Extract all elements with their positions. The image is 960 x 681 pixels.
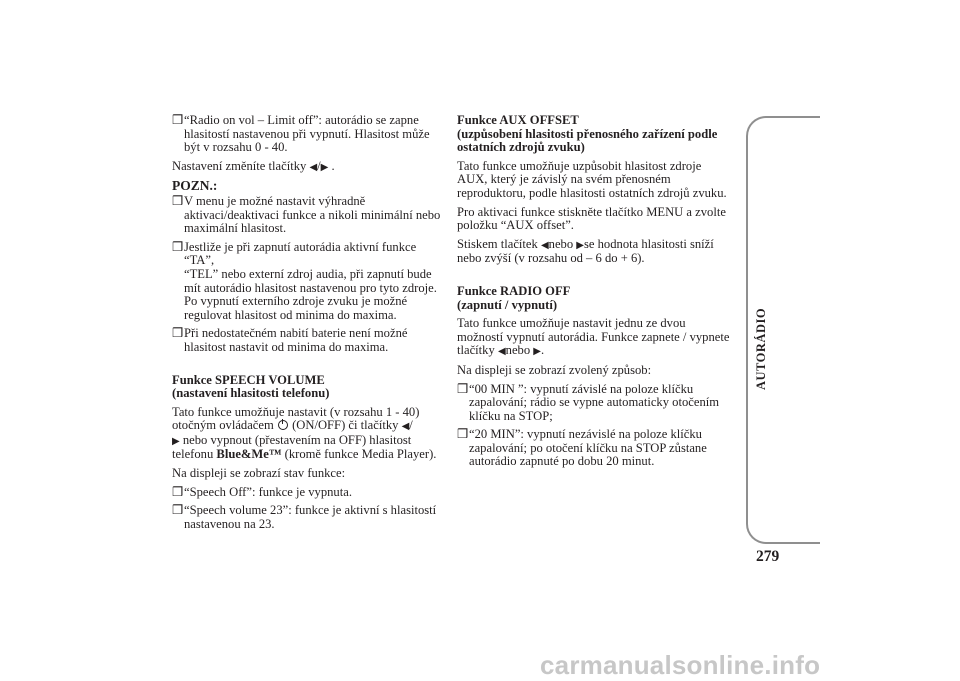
bullet-icon: ❒ [172, 113, 184, 127]
arrow-left-icon: ◀ [540, 239, 549, 251]
list-item: ❒ “Speech Off”: funkce je vypnuta. [172, 484, 352, 499]
page-number: 279 [756, 548, 780, 565]
list-item: ❒ “Radio on vol – Limit off”: autorádio se zapne hlasitostí nastavenou při vypnutí. Hlasitost může být v rozsahu 0 - 40. [172, 113, 430, 155]
list-item: ❒ “00 MIN ”: vypnutí závislé na poloze klíčku zapalování; rádio se vypne automaticky otočením klíčku na STOP; [457, 381, 720, 423]
arrow-right-icon: ▶ [320, 161, 329, 173]
bullet-icon: ❒ [172, 484, 184, 499]
section-subtitle: (nastavení hlasitosti telefonu) [172, 386, 330, 401]
paragraph: Pro aktivaci funkce stiskněte tlačítko MENU a zvolte položku “AUX offset”. [457, 204, 726, 233]
paragraph: Tato funkce umožňuje nastavit jednu ze dvou možností vypnutí autorádia. Funkce zapnete / vypnete tlačítky ◀nebo ▶. [457, 316, 730, 358]
bullet-icon: ❒ [172, 326, 184, 341]
paragraph: Na displeji se zobrazí stav funkce: [172, 466, 346, 481]
arrow-right-icon: ▶ [172, 435, 180, 447]
power-knob-icon [278, 420, 288, 430]
right-column [457, 114, 737, 474]
paragraph: Na displeji se zobrazí zvolený způsob: [457, 362, 652, 377]
bullet-icon: ❒ [172, 239, 184, 254]
arrow-left-icon: ◀ [497, 346, 506, 358]
bullet-icon: ❒ [457, 427, 469, 442]
list-item: ❒ Jestliže je při zapnutí autorádia aktivní funkce “TA”, “TEL” nebo externí zdroj audia, při zapnutí bude mít autorádio hlasitost nastavenou pro tyto zdroje. Po vypnutí externího zdroje zvuku je možné regulovat hlasitost od minima do maxima. [172, 239, 437, 322]
list-item: ❒ Při nedostatečném nabití baterie není možné hlasitost nastavit od minima do maxima. [172, 326, 408, 354]
list-item: ❒ V menu je možné nastavit výhradně aktivaci/deaktivaci funkce a nikoli minimální nebo maximální hlasitost. [172, 193, 441, 236]
left-column [172, 114, 447, 536]
arrow-left-icon: ◀ [401, 421, 410, 433]
list-item: ❒ “20 MIN”: vypnutí nezávislé na poloze klíčku zapalování; po otočení klíčku na STOP zůstane autorádio zapnuté po dobu 20 minut. [457, 427, 707, 469]
arrow-left-icon: ◀ [309, 161, 318, 173]
list-item: ❒ “Speech volume 23”: funkce je aktivní s hlasitostí nastavenou na 23. [172, 503, 437, 531]
section-subtitle: (zapnutí / vypnutí) [457, 297, 558, 312]
section-title: Funkce RADIO OFF [457, 283, 571, 298]
paragraph: Nastavení změníte tlačítky ◀/▶ . [172, 158, 335, 173]
section-tab-label: AUTORÁDIO [754, 307, 768, 390]
paragraph: Stiskem tlačítek ◀nebo ▶se hodnota hlasitosti sníží nebo zvýší (v rozsahu od – 6 do + 6). [457, 236, 714, 266]
bullet-icon: ❒ [172, 503, 184, 518]
note-heading: POZN.: [172, 178, 218, 194]
section-title: Funkce SPEECH VOLUME [172, 372, 325, 387]
section-title: Funkce AUX OFFSET [457, 113, 579, 127]
arrow-right-icon: ▶ [576, 239, 584, 251]
bullet-icon: ❒ [457, 381, 469, 396]
paragraph: Tato funkce umožňuje nastavit (v rozsahu 1 - 40) otočným ovládačem (ON/OFF) či tlačítky ◀/ ▶ nebo vypnout (přestavením na OFF) hlasitost telefonu Blue&Me™ (kromě funkce Media Player). [172, 404, 437, 462]
watermark: carmanualsonline.info [540, 650, 821, 680]
arrow-right-icon: ▶ [533, 346, 541, 358]
bullet-icon: ❒ [172, 193, 184, 208]
section-subtitle: (uzpůsobení hlasitosti přenosného zařízení podle ostatních zdrojů zvuku) [457, 126, 718, 155]
paragraph: Tato funkce umožňuje uzpůsobit hlasitost zdroje AUX, který je závislý na svém přenosném reproduktoru, podle hlasitosti ostatních zdrojů zvuku. [457, 158, 727, 200]
